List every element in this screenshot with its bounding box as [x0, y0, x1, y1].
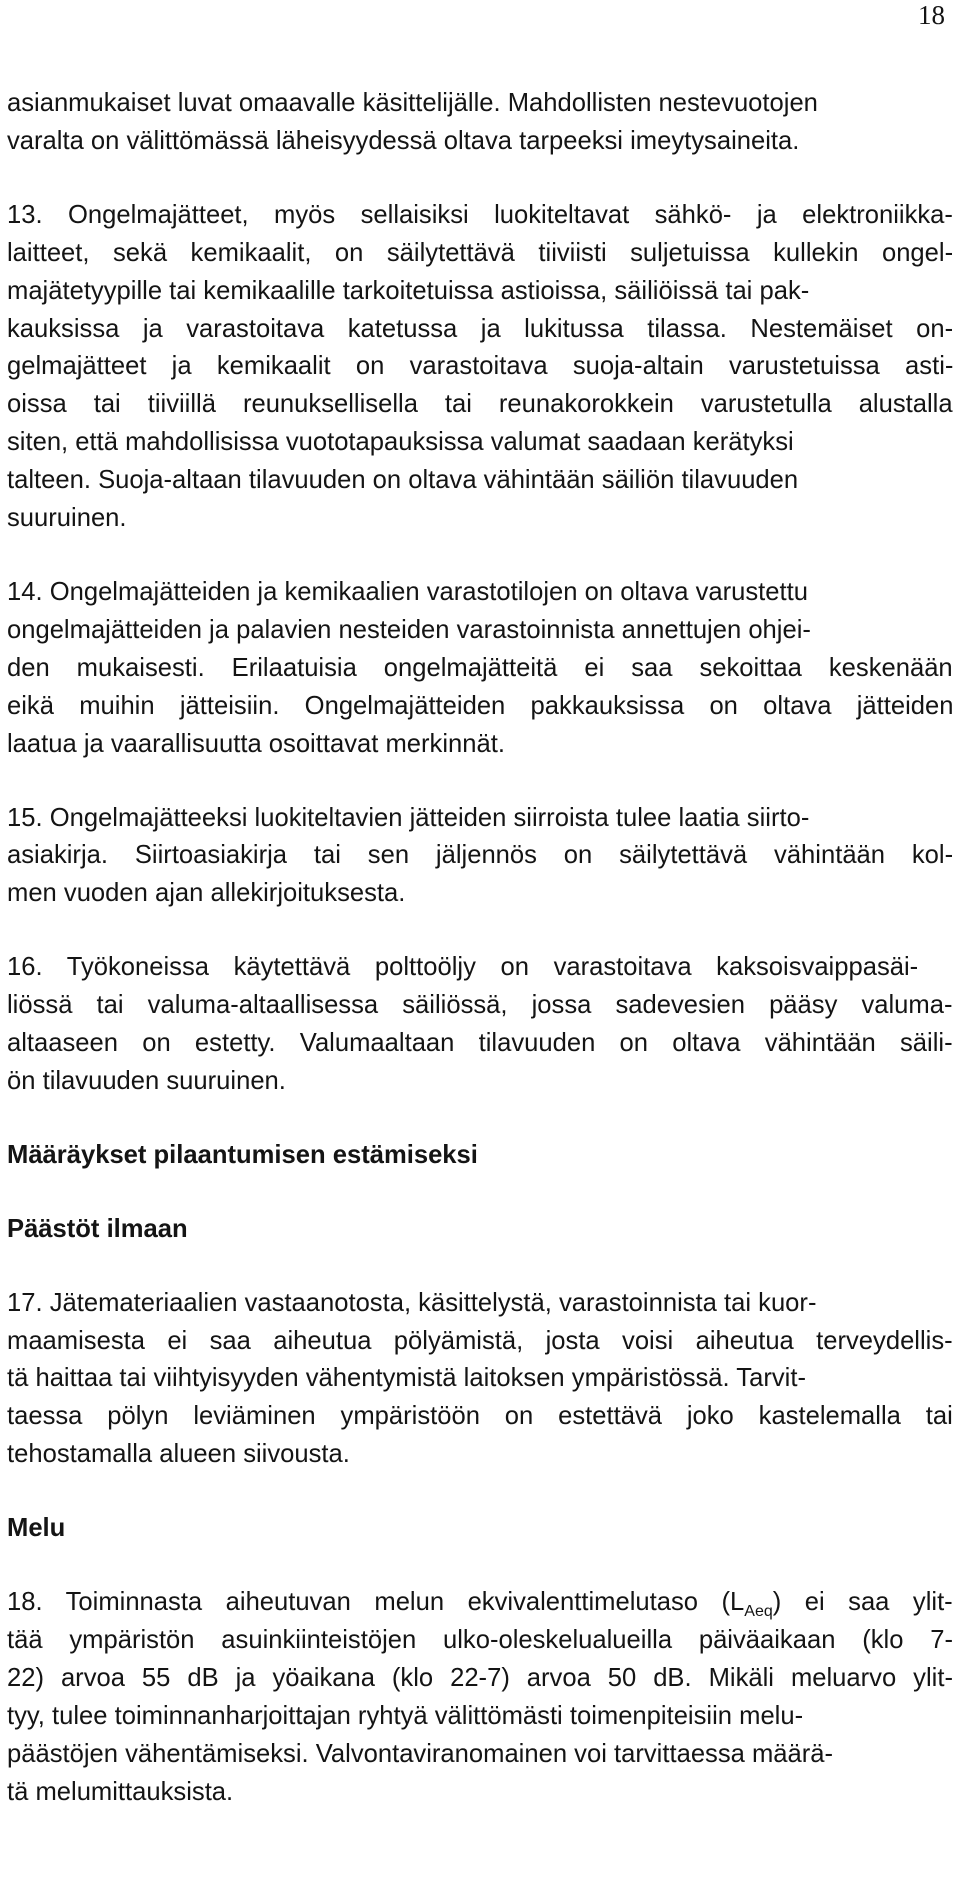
- heading-prevention: Määräykset pilaantumisen estämiseksi: [7, 1140, 478, 1169]
- text-line: 14. Ongelmajätteiden ja kemikaalien varastotilojen on oltava varustettu: [7, 577, 808, 606]
- text-line: suuruinen.: [7, 504, 127, 533]
- text-line: tä haittaa tai viihtyisyyden vähentymistä laitoksen ympäristössä. Tarvit-: [7, 1364, 806, 1393]
- paragraph-18: [7, 1584, 953, 1811]
- text-line: oissa tai tiiviillä reunuksellisella tai reunakorokkein varustetulla alustalla: [7, 390, 953, 419]
- text-line: taessa pölyn leviäminen ympäristöön on estettävä joko kastelemalla tai: [7, 1402, 953, 1431]
- text-line: men vuoden ajan allekirjoituksesta.: [7, 879, 406, 908]
- text-line: maamisesta ei saa aiheutua pölyämistä, josta voisi aiheutua terveydellis-: [7, 1326, 953, 1355]
- text-line: tehostamalla alueen siivousta.: [7, 1440, 350, 1469]
- text-line: ön tilavuuden suuruinen.: [7, 1066, 286, 1095]
- paragraph-17: [7, 1285, 953, 1475]
- paragraph-p13: [7, 197, 953, 538]
- text-line: tyy, tulee toiminnanharjoittajan ryhtyä välittömästi toimenpiteisiin melu-: [7, 1701, 804, 1730]
- text-line: ongelmajätteiden ja palavien nesteiden varastoinnista annettujen ohjei-: [7, 615, 811, 644]
- numbered-paragraphs: [7, 85, 953, 1101]
- text-line: 17. Jätemateriaalien vastaanotosta, käsittelystä, varastoinnista tai kuor-: [7, 1288, 817, 1317]
- text-line: gelmajätteet ja kemikaalit on varastoitava suoja-altain varustetuissa asti-: [7, 352, 954, 381]
- page-number: 18: [918, 0, 945, 30]
- text-line: [7, 1584, 953, 1622]
- text-line: eikä muihin jätteisiin. Ongelmajätteiden pakkauksissa on oltava jätteiden: [7, 691, 954, 720]
- text-line: päästöjen vähentämiseksi. Valvontaviranomainen voi tarvittaessa määrä-: [7, 1739, 834, 1768]
- text-line: laatua ja vaarallisuutta osoittavat merkinnät.: [7, 729, 505, 758]
- text-line: asiakirja. Siirtoasiakirja tai sen jäljennös on säilytettävä vähintään kol-: [7, 841, 954, 870]
- text-line: talteen. Suoja-altaan tilavuuden on oltava vähintään säiliön tilavuuden: [7, 466, 799, 495]
- text-line: den mukaisesti. Erilaatuisia ongelmajätteitä ei saa sekoittaa keskenään: [7, 653, 953, 682]
- heading-air-emissions: Päästöt ilmaan: [7, 1214, 188, 1243]
- text-segment: 18. Toiminnasta aiheutuvan melun ekvivalenttimelutaso (L: [7, 1588, 745, 1617]
- text-line: liössä tai valuma-altaallisessa säiliössä, jossa sadevesien pääsy valuma-: [7, 991, 953, 1020]
- text-line: 22) arvoa 55 dB ja yöaikana (klo 22-7) arvoa 50 dB. Mikäli meluarvo ylit-: [7, 1663, 953, 1692]
- paragraph-p16: [7, 949, 953, 1101]
- text-line: asianmukaiset luvat omaavalle käsittelijälle. Mahdollisten nestevuotojen: [7, 89, 818, 117]
- text-line: varalta on välittömässä läheisyydessä oltava tarpeeksi imeytysaineita.: [7, 126, 800, 155]
- text-segment: ) ei saa ylit-: [772, 1588, 953, 1617]
- text-line: 13. Ongelmajätteet, myös sellaisiksi luokiteltavat sähkö- ja elektroniikka-: [7, 200, 953, 229]
- text-line: majätetyypille tai kemikaalille tarkoitetuissa astioissa, säiliöissä tai pak-: [7, 276, 810, 305]
- text-line: 15. Ongelmajätteeksi luokiteltavien jätteiden siirroista tulee laatia siirto-: [7, 803, 810, 832]
- heading-noise: Melu: [7, 1514, 66, 1543]
- text-line: laitteet, sekä kemikaalit, on säilytettävä tiiviisti suljetuissa kullekin ongel-: [7, 238, 954, 267]
- text-line: 16. Työkoneissa käytettävä polttoöljy on varastoitava kaksoisvaippasäi-: [7, 953, 919, 982]
- text-line: altaaseen on estetty. Valumaaltaan tilavuuden on oltava vähintään säili-: [7, 1029, 953, 1058]
- text-line: tä melumittauksista.: [7, 1777, 234, 1806]
- paragraph-p15: [7, 800, 953, 914]
- paragraph-p12-end: [7, 85, 953, 161]
- paragraph-p14: [7, 574, 953, 764]
- text-line: tää ympäristön asuinkiinteistöjen ulko-oleskelualueilla päiväaikaan (klo 7-: [7, 1626, 953, 1654]
- subscript-aeq: Aeq: [744, 1603, 773, 1621]
- text-line: siten, että mahdollisissa vuototapauksissa valumat saadaan kerätyksi: [7, 428, 794, 457]
- text-line: kauksissa ja varastoitava katetussa ja lukitussa tilassa. Nestemäiset on-: [7, 314, 954, 343]
- document-body: [7, 85, 953, 1812]
